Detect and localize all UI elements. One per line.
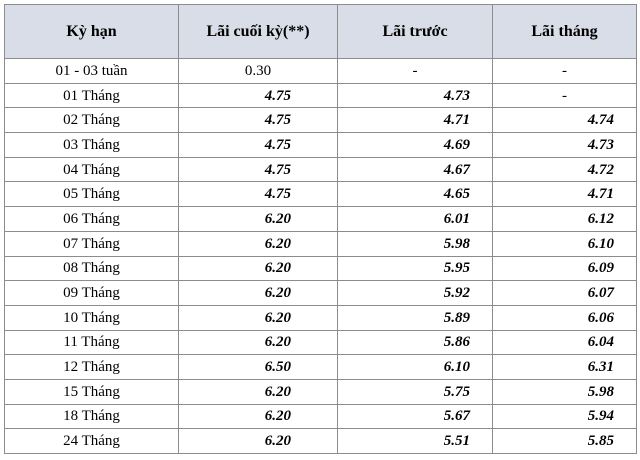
prepaid-interest-cell: 5.86 — [338, 330, 493, 355]
prepaid-interest-cell: 5.95 — [338, 256, 493, 281]
prepaid-interest-cell: 5.92 — [338, 281, 493, 306]
final-interest-cell: 4.75 — [179, 182, 338, 207]
table-row — [5, 429, 637, 454]
prepaid-interest-cell: 4.67 — [338, 157, 493, 182]
table-row — [5, 182, 637, 207]
prepaid-interest-cell: 4.65 — [338, 182, 493, 207]
term-cell: 11 Tháng — [5, 330, 179, 355]
table-body — [5, 59, 637, 454]
prepaid-interest-cell: 6.10 — [338, 355, 493, 380]
term-cell: 06 Tháng — [5, 207, 179, 232]
final-interest-cell: 4.75 — [179, 157, 338, 182]
monthly-interest-cell: 4.72 — [493, 157, 637, 182]
term-cell: 18 Tháng — [5, 404, 179, 429]
table-row — [5, 59, 637, 84]
final-interest-cell: 6.20 — [179, 256, 338, 281]
prepaid-interest-cell: 5.98 — [338, 231, 493, 256]
monthly-interest-cell: 5.94 — [493, 404, 637, 429]
prepaid-interest-cell: 4.73 — [338, 83, 493, 108]
final-interest-cell: 6.20 — [179, 231, 338, 256]
monthly-interest-cell: 6.12 — [493, 207, 637, 232]
final-interest-cell: 6.20 — [179, 330, 338, 355]
term-cell: 12 Tháng — [5, 355, 179, 380]
table-row — [5, 157, 637, 182]
monthly-interest-cell: 6.04 — [493, 330, 637, 355]
final-interest-cell: 6.20 — [179, 379, 338, 404]
final-interest-cell: 6.20 — [179, 281, 338, 306]
prepaid-interest-cell: - — [338, 59, 493, 84]
header-final-interest: Lãi cuối kỳ(**) — [179, 5, 338, 59]
final-interest-cell: 0.30 — [179, 59, 338, 84]
final-interest-cell: 4.75 — [179, 133, 338, 158]
term-cell: 15 Tháng — [5, 379, 179, 404]
header-prepaid-interest: Lãi trước — [338, 5, 493, 59]
monthly-interest-cell: 6.10 — [493, 231, 637, 256]
term-cell: 05 Tháng — [5, 182, 179, 207]
prepaid-interest-cell: 5.75 — [338, 379, 493, 404]
table-header-row — [5, 5, 637, 59]
final-interest-cell: 6.20 — [179, 429, 338, 454]
table-row — [5, 256, 637, 281]
term-cell: 10 Tháng — [5, 305, 179, 330]
table-row — [5, 133, 637, 158]
monthly-interest-cell: 6.07 — [493, 281, 637, 306]
monthly-interest-cell: 5.98 — [493, 379, 637, 404]
term-cell: 01 Tháng — [5, 83, 179, 108]
monthly-interest-cell: 6.09 — [493, 256, 637, 281]
final-interest-cell: 6.20 — [179, 305, 338, 330]
header-term: Kỳ hạn — [5, 5, 179, 59]
monthly-interest-cell: 4.73 — [493, 133, 637, 158]
header-monthly-interest: Lãi tháng — [493, 5, 637, 59]
prepaid-interest-cell: 5.89 — [338, 305, 493, 330]
monthly-interest-cell: - — [493, 83, 637, 108]
term-cell: 24 Tháng — [5, 429, 179, 454]
final-interest-cell: 4.75 — [179, 83, 338, 108]
monthly-interest-cell: 6.31 — [493, 355, 637, 380]
table-row — [5, 231, 637, 256]
table-row — [5, 207, 637, 232]
interest-rate-table — [4, 4, 637, 454]
term-cell: 08 Tháng — [5, 256, 179, 281]
table-row — [5, 305, 637, 330]
final-interest-cell: 4.75 — [179, 108, 338, 133]
table-row — [5, 281, 637, 306]
term-cell: 09 Tháng — [5, 281, 179, 306]
prepaid-interest-cell: 5.67 — [338, 404, 493, 429]
prepaid-interest-cell: 4.71 — [338, 108, 493, 133]
term-cell: 02 Tháng — [5, 108, 179, 133]
final-interest-cell: 6.20 — [179, 404, 338, 429]
prepaid-interest-cell: 5.51 — [338, 429, 493, 454]
monthly-interest-cell: 5.85 — [493, 429, 637, 454]
table-row — [5, 108, 637, 133]
final-interest-cell: 6.50 — [179, 355, 338, 380]
monthly-interest-cell: 4.71 — [493, 182, 637, 207]
term-cell: 04 Tháng — [5, 157, 179, 182]
table-row — [5, 330, 637, 355]
monthly-interest-cell: - — [493, 59, 637, 84]
monthly-interest-cell: 6.06 — [493, 305, 637, 330]
monthly-interest-cell: 4.74 — [493, 108, 637, 133]
table-row — [5, 404, 637, 429]
prepaid-interest-cell: 4.69 — [338, 133, 493, 158]
prepaid-interest-cell: 6.01 — [338, 207, 493, 232]
table-row — [5, 355, 637, 380]
final-interest-cell: 6.20 — [179, 207, 338, 232]
term-cell: 07 Tháng — [5, 231, 179, 256]
table-row — [5, 83, 637, 108]
term-cell: 01 - 03 tuần — [5, 59, 179, 84]
term-cell: 03 Tháng — [5, 133, 179, 158]
table-row — [5, 379, 637, 404]
